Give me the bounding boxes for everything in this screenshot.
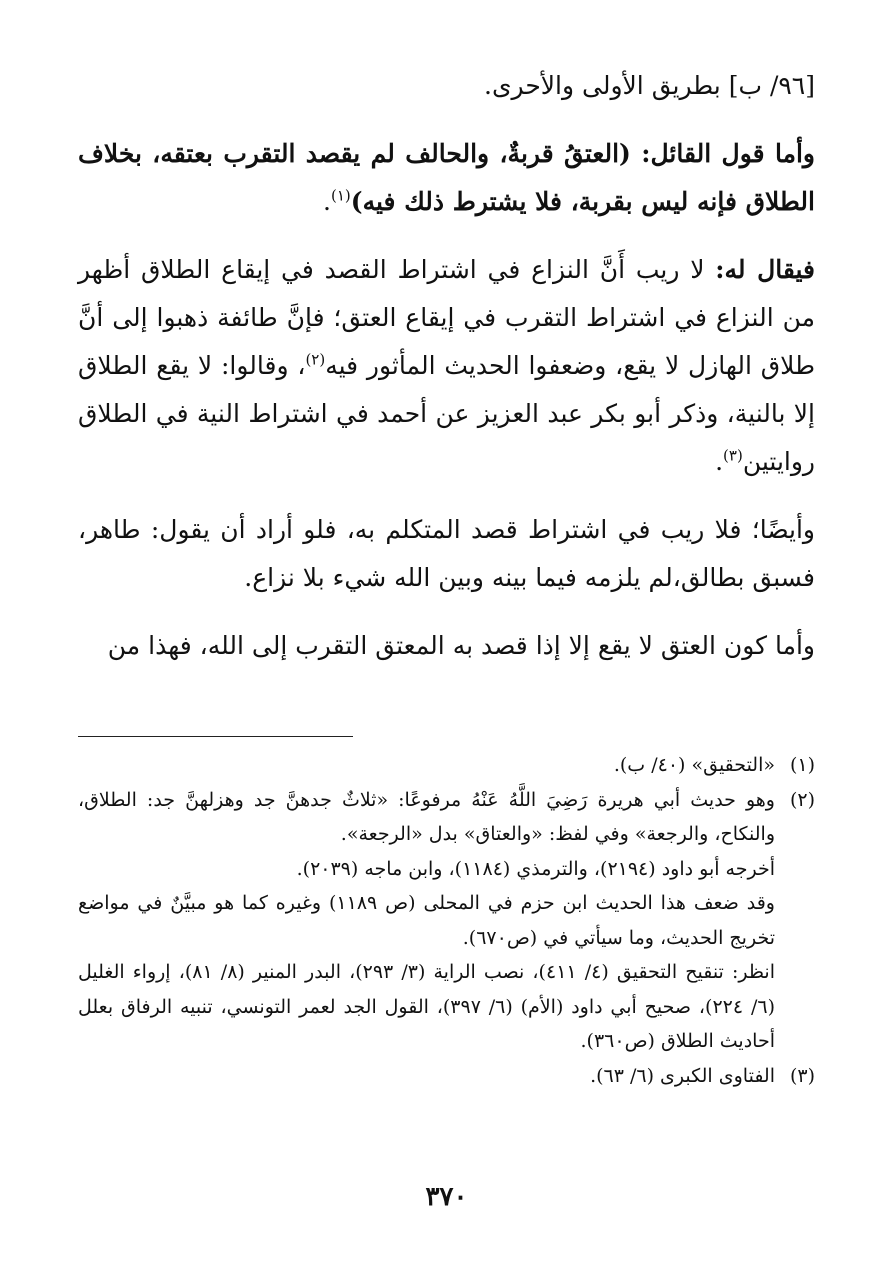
footnote-ref-3[interactable]: (٣) [723, 446, 743, 465]
text-run: وأيضًا؛ فلا ريب في اشتراط قصد المتكلم به، فلو أراد أن يقول: طاهر، فسبق بطالق،لم يلزمه فيما بينه وبين الله شيء بلا نزاع. [78, 515, 815, 592]
text-run: وأما كون العتق لا يقع إلا إذا قصد به المعتق التقرب إلى الله، فهذا من [107, 631, 815, 660]
footnote-number: (٣) [789, 1064, 815, 1087]
footnote-line: انظر: تنقيح التحقيق (٤/ ٤١١)، نصب الراية (٣/ ٢٩٣)، البدر المنير (٨/ ٨١)، إرواء الغليل (٦/ ٢٢٤)، صحيح أبي داود (الأم) (٦/ ٣٩٧)، القول الجد لعمر التونسي، تنبيه الرفاق بعلل أحاديث الطلاق (ص٣٦٠). [78, 961, 775, 1052]
paragraph-3 [78, 506, 815, 602]
paragraph-2 [78, 246, 815, 486]
footnote-ref-1[interactable]: (١) [330, 186, 351, 205]
footnote-body [78, 748, 775, 783]
paragraph-0 [78, 62, 815, 110]
text-run: [٩٦/ ب] بطريق الأولى والأحرى. [484, 71, 815, 100]
footnote-line: أخرجه أبو داود (٢١٩٤)، والترمذي (١١٨٤)، وابن ماجه (٢٠٣٩). [296, 857, 775, 880]
footnote-1 [78, 748, 815, 783]
footnote-3 [78, 1059, 815, 1094]
footnote-line: وهو حديث أبي هريرة رَضِيَ اللَّهُ عَنْهُ مرفوعًا: «ثلاثٌ جدهنَّ جد وهزلهنَّ جد: الطلاق، والنكاح، والرجعة» وفي لفظ: «والعتاق» بدل «الرجعة». [78, 788, 775, 845]
paragraph-1 [78, 130, 815, 226]
footnote-number: (١) [789, 754, 815, 776]
footnote-2 [78, 783, 815, 1059]
text-run: . [323, 187, 331, 216]
footnote-line: «التحقيق» (٤٠/ ب). [613, 754, 775, 776]
footnote-divider [78, 736, 353, 737]
page-number: ٣٧٠ [425, 1182, 468, 1212]
footnote-number: (٢) [789, 788, 815, 811]
quoted-statement: وأما قول القائل: (العتقُ قربةٌ، والحالف لم يقصد التقرب بعتقه، بخلاف الطلاق فإنه ليس بقربة، فلا يشترط ذلك فيه) [78, 139, 815, 216]
footnote-body [78, 783, 775, 1059]
footnote-line: وقد ضعف هذا الحديث ابن حزم في المحلى (ص ١١٨٩) وغيره كما هو مبيَّنٌ في مواضع تخريج الحديث، وما سيأتي في (ص٦٧٠). [78, 892, 775, 949]
footnotes [78, 748, 815, 1093]
footnote-line: الفتاوى الكبرى (٦/ ٦٣). [590, 1064, 775, 1087]
footnote-body [78, 1059, 775, 1094]
paragraph-4 [78, 622, 815, 670]
footnote-ref-2[interactable]: (٢) [305, 350, 326, 369]
text-run: ، وقالوا: لا يقع الطلاق إلا بالنية، وذكر أبو بكر عبد العزيز عن أحمد في اشتراط النية في الطلاق روايتين [78, 351, 815, 476]
text-run: لا ريب أَنَّ النزاع في اشتراط القصد في إيقاع الطلاق أظهر من النزاع في اشتراط التقرب في إيقاع العتق؛ فإنَّ طائفة ذهبوا إلى أنَّ طلاق الهازل لا يقع، وضعفوا الحديث المأثور فيه [78, 255, 815, 380]
lead-phrase: فيقال له: [715, 255, 815, 284]
text-run: . [715, 447, 724, 476]
